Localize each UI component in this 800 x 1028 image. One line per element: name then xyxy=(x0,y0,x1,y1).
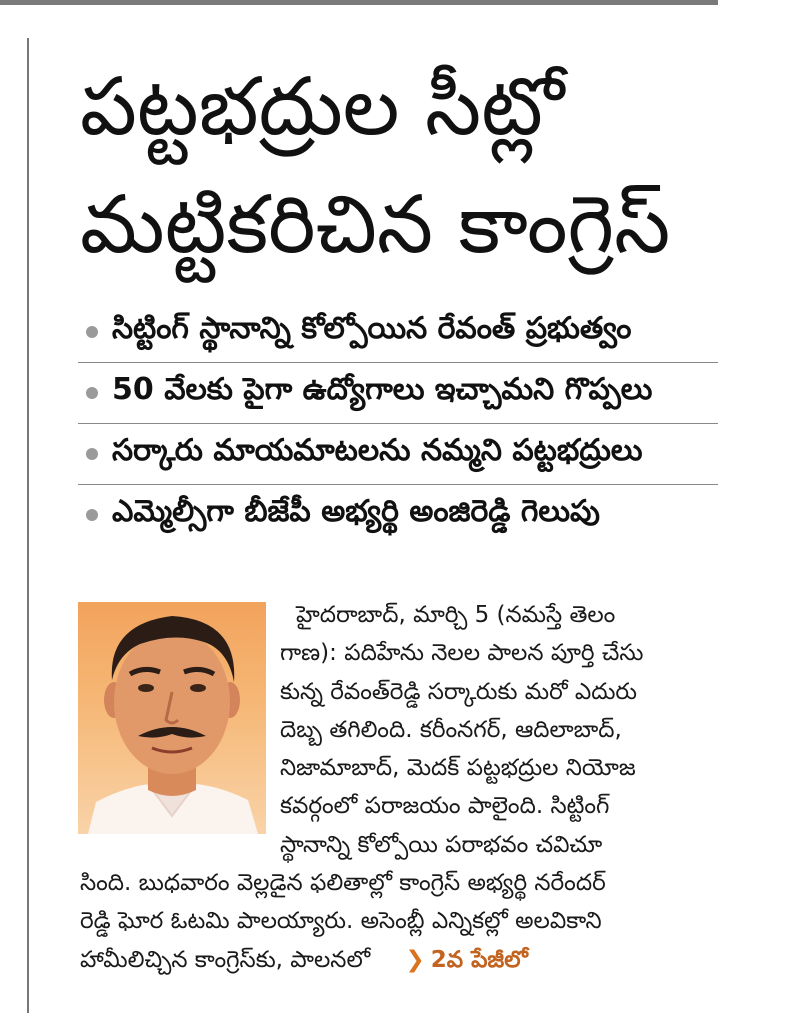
bullet-dot-icon xyxy=(86,448,98,460)
body-line: హైదరాబాద్, మార్చి 5 (నమస్తే తెలం xyxy=(296,602,616,628)
top-rule xyxy=(0,0,718,5)
bullet-list xyxy=(78,302,718,545)
bullet-dot-icon xyxy=(86,387,98,399)
bullet-text: సిట్టింగ్ స్థానాన్ని కోల్పోయిన రేవంత్ ప్రభుత్వం xyxy=(112,311,632,346)
column-rule xyxy=(27,38,29,1013)
body-line-last xyxy=(80,941,720,979)
body-line: కున్న రేవంత్‌రెడ్డి సర్కారుకు మరో ఎదురు xyxy=(280,678,637,705)
chevron-right-icon: ❯ xyxy=(405,946,425,973)
continued-label: 2వ పేజీలో xyxy=(430,946,528,973)
body-line: స్థానాన్ని కోల్పోయి పరాభవం చవిచూ xyxy=(280,831,603,858)
headline xyxy=(80,48,730,284)
bullet-item xyxy=(78,363,718,424)
body-line: నిజామాబాద్, మెదక్ పట్టభద్రుల నియోజ xyxy=(280,755,636,782)
bullet-item xyxy=(78,302,718,363)
bullet-text: ఎమ్మెల్సీగా బీజేపీ అభ్యర్థి అంజిరెడ్డి గెలుపు xyxy=(112,494,600,529)
body-line-text: హామీలిచ్చిన కాంగ్రెస్‌కు, పాలనలో xyxy=(80,946,371,973)
body-line: గాణ): పదిహేను నెలల పాలన పూర్తి చేసు xyxy=(280,640,644,667)
bullet-text: 50 వేలకు పైగా ఉద్యోగాలు ఇచ్చామని గొప్పలు xyxy=(112,372,653,407)
continued-on-page-link[interactable] xyxy=(405,947,527,973)
bullet-item xyxy=(78,485,718,545)
body-line: దెబ్బ తగిలింది. కరీంనగర్, ఆదిలాబాద్, xyxy=(280,716,622,743)
bullet-item xyxy=(78,424,718,485)
headline-line-2: మట్టికరిచిన కాంగ్రెస్ xyxy=(80,178,671,271)
body-line: కవర్గంలో పరాజయం పాలైంది. సిట్టింగ్ xyxy=(280,793,610,820)
bullet-dot-icon xyxy=(86,326,98,338)
bullet-dot-icon xyxy=(86,509,98,521)
article-body xyxy=(80,596,720,979)
bullet-text: సర్కారు మాయమాటలను నమ్మని పట్టభద్రులు xyxy=(112,433,643,468)
headline-line-1: పట్టభద్రుల సీట్లో xyxy=(80,60,565,153)
body-line: సింది. బుధవారం వెల్లడైన ఫలితాల్లో కాంగ్రెస్ అభ్యర్థి నరేందర్ xyxy=(80,870,606,897)
body-line: రెడ్డి ఘోర ఓటమి పాలయ్యారు. అసెంబ్లీ ఎన్నికల్లో అలవికాని xyxy=(80,908,602,935)
